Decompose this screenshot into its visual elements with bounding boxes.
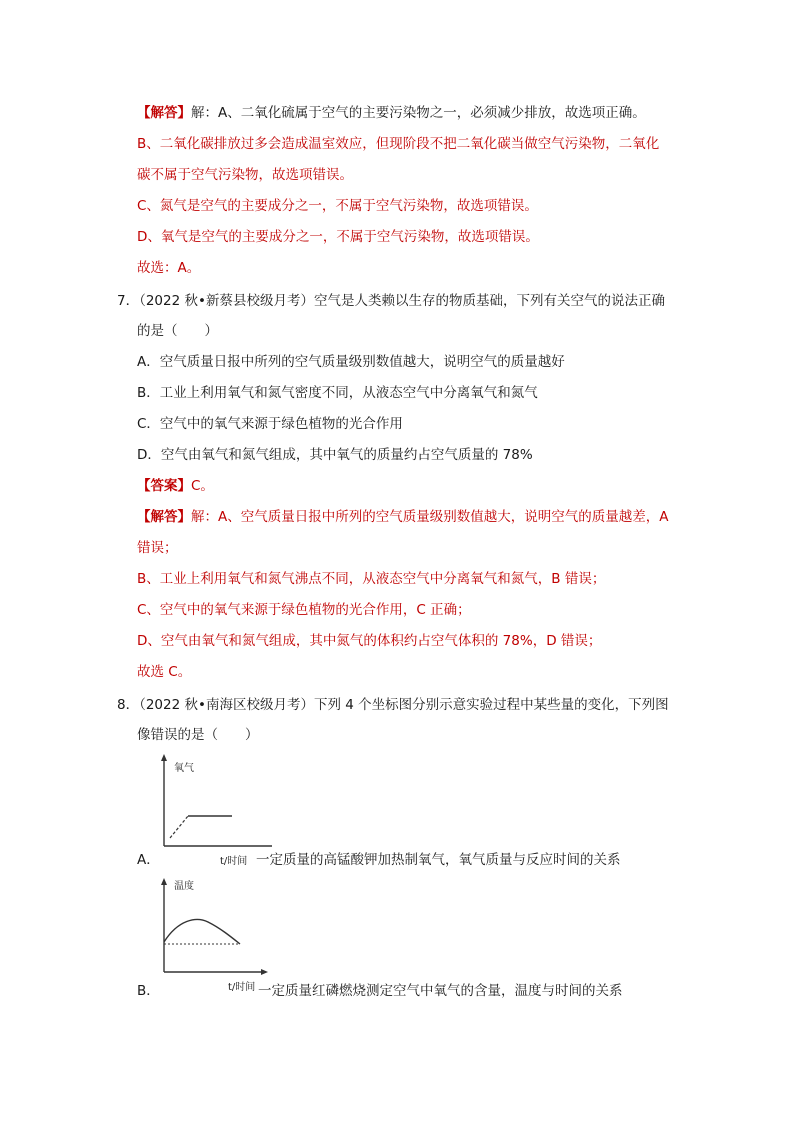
graph-b-y-arrow (161, 878, 167, 885)
graph-b (148, 876, 288, 998)
q8-option-a (137, 851, 621, 869)
q8-option-b (137, 982, 623, 1000)
q6-solution-line-2: B、二氧化碳排放过多会造成温室效应，但现阶段不把二氧化碳当做空气污染物，二氧化 (137, 136, 660, 152)
q6-solution-text-1: 解：A、二氧化硫属于空气的主要污染物之一，必须减少排放，故选项正确。 (191, 105, 646, 121)
q8-stem-line-2: 像错误的是（ ） (137, 727, 259, 743)
q7-solution-line-4: C、空气中的氧气来源于绿色植物的光合作用，C 正确； (137, 602, 471, 618)
q8-option-b-text: 一定质量红磷燃烧测定空气中氧气的含量，温度与时间的关系 (258, 983, 623, 999)
q7-answer-value: C。 (191, 478, 214, 494)
graph-b-x-arrow (261, 969, 268, 975)
q7-option-b: B．工业上利用氧气和氮气密度不同，从液态空气中分离氧气和氮气 (137, 385, 538, 401)
q6-solution-line-4: C、氮气是空气的主要成分之一，不属于空气污染物，故选项错误。 (137, 198, 538, 214)
graph-b-y-label: 温度 (174, 881, 194, 892)
graph-b-x-label: t/时间 (228, 982, 256, 993)
q6-solution-line-6: 故选：A。 (137, 260, 201, 276)
q8-option-a-label: A． (137, 852, 160, 868)
q8-option-a-text: 一定质量的高锰酸钾加热制氧气，氧气质量与反应时间的关系 (256, 852, 621, 868)
q6-solution-line-1 (137, 104, 646, 122)
graph-a-y-arrow (161, 754, 167, 761)
q7-answer-tag: 【答案】 (137, 478, 191, 494)
q7-solution-line-6: 故选 C。 (137, 664, 192, 680)
q7-solution-line-3: B、工业上利用氧气和氮气沸点不同，从液态空气中分离氧气和氮气，B 错误； (137, 571, 606, 587)
q7-answer (137, 477, 214, 495)
graph-b-curve (164, 919, 240, 944)
graph-a-dashed-segment (170, 816, 188, 838)
q7-solution-line-1 (137, 508, 668, 526)
q8-stem-line-1: 8．（2022 秋•南海区校级月考）下列 4 个坐标图分别示意实验过程中某些量的变化，下列图 (117, 697, 669, 713)
q6-solution-line-3: 碳不属于空气污染物，故选项错误。 (137, 167, 353, 183)
q7-option-c: C．空气中的氧气来源于绿色植物的光合作用 (137, 416, 403, 432)
q6-solution-tag: 【解答】 (137, 105, 191, 121)
q7-option-d: D．空气由氧气和氮气组成，其中氧气的质量约占空气质量的 78% (137, 447, 533, 463)
q7-stem-line-1: 7．（2022 秋•新蔡县校级月考）空气是人类赖以生存的物质基础，下列有关空气的说法正确 (117, 293, 665, 309)
q6-solution-line-5: D、氧气是空气的主要成分之一，不属于空气污染物，故选项错误。 (137, 229, 539, 245)
graph-a-y-label: 氧气 (174, 763, 194, 774)
q7-solution-line-2: 错误； (137, 540, 178, 556)
q8-option-b-label: B． (137, 983, 160, 999)
graph-a-x-label: t/时间 (220, 856, 248, 867)
q7-option-a: A．空气质量日报中所列的空气质量级别数值越大，说明空气的质量越好 (137, 354, 565, 370)
q7-solution-line-5: D、空气由氧气和氮气组成，其中氮气的体积约占空气体积的 78%，D 错误； (137, 633, 602, 649)
q7-solution-text-1: 解：A、空气质量日报中所列的空气质量级别数值越大，说明空气的质量越差，A (191, 509, 669, 525)
q7-stem-line-2: 的是（ ） (137, 323, 218, 339)
q7-solution-tag: 【解答】 (137, 509, 191, 525)
